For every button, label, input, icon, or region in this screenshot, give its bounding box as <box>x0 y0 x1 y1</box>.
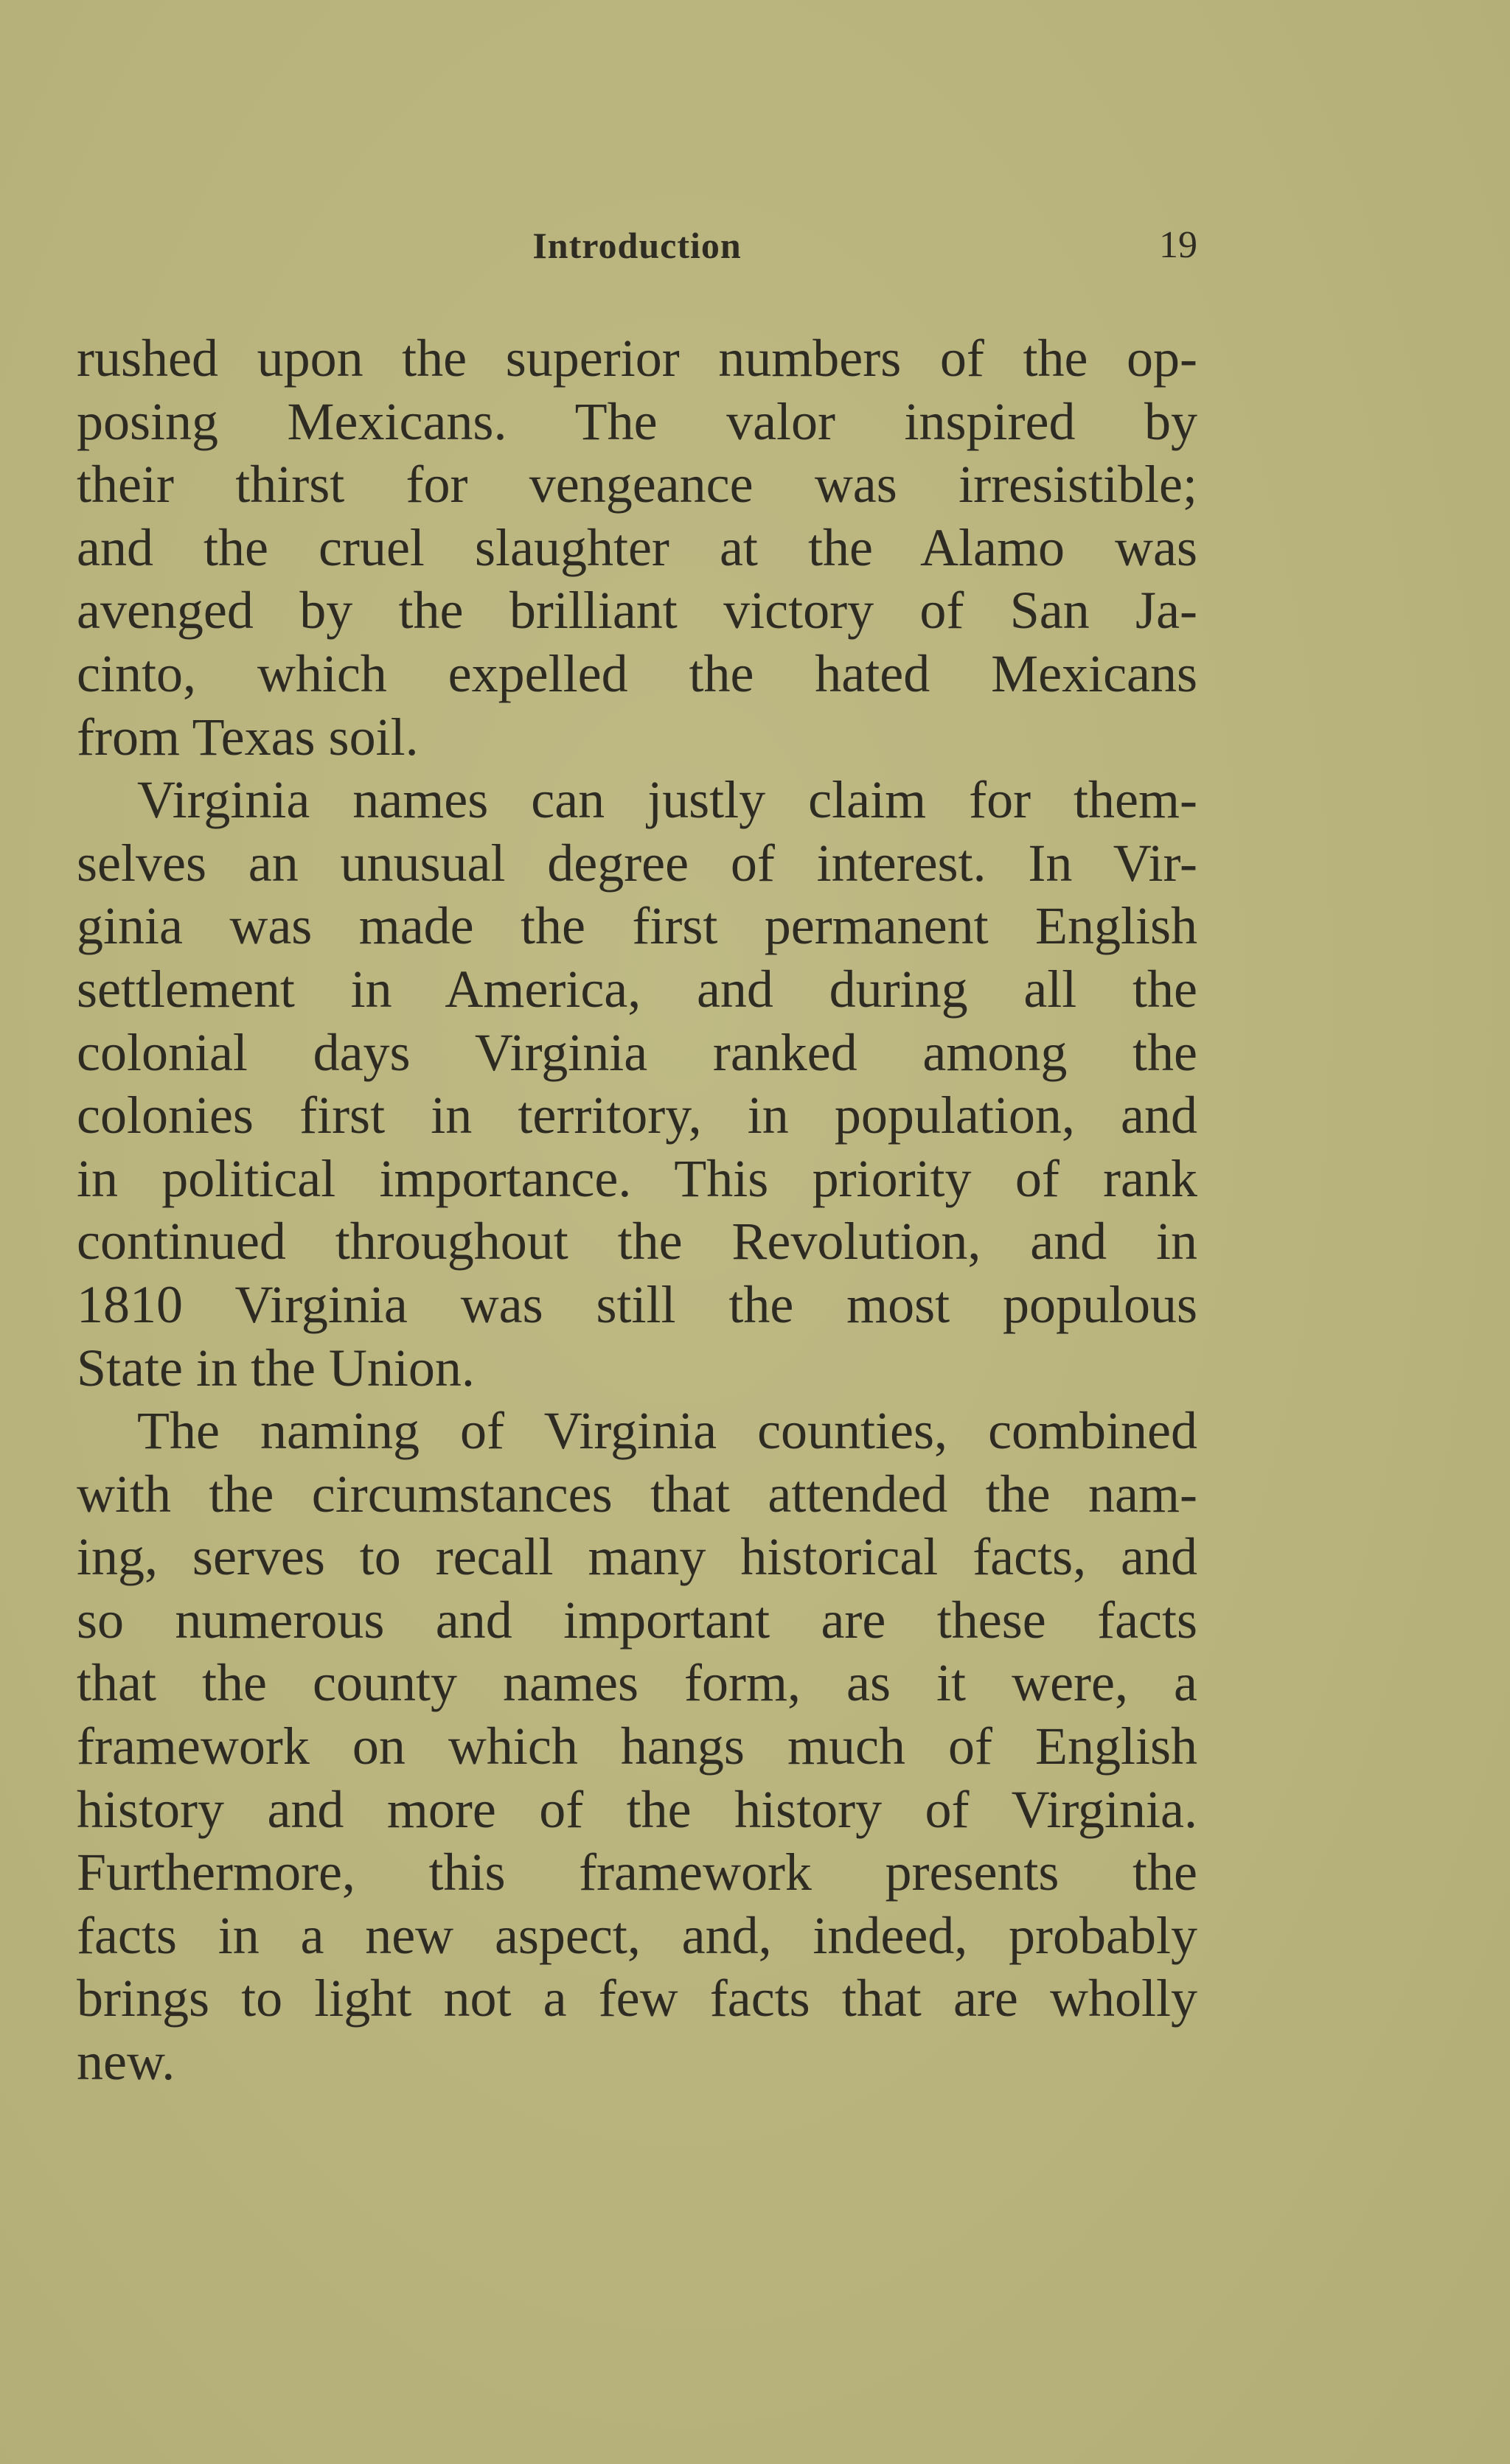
text-line: history and more of the history of Virginia. <box>77 1779 1197 1839</box>
text-line: avenged by the brilliant victory of San Ja- <box>77 581 1197 641</box>
text-line: that the county names form, as it were, a <box>77 1653 1197 1713</box>
text-line: colonies first in territory, in population, and <box>77 1086 1197 1145</box>
page-header <box>77 220 1197 271</box>
text-line: their thirst for vengeance was irresistible; <box>77 455 1197 514</box>
text-line: The naming of Virginia counties, combined <box>137 1401 1197 1461</box>
body-text <box>77 327 1197 2094</box>
paragraph-3 <box>77 1400 1197 2094</box>
text-line: facts in a new aspect, and, indeed, probably <box>77 1905 1197 1965</box>
text-line: so numerous and important are these facts <box>77 1590 1197 1650</box>
text-line: brings to light not a few facts that are wholly <box>77 1969 1197 2028</box>
text-line: from Texas soil. <box>77 707 419 767</box>
text-line: posing Mexicans. The valor inspired by <box>77 391 1197 451</box>
text-line: ginia was made the first permanent English <box>77 896 1197 956</box>
text-line: State in the Union. <box>77 1338 475 1397</box>
text-line: Furthermore, this framework presents the <box>77 1843 1197 1902</box>
text-line: rushed upon the superior numbers of the op- <box>77 329 1197 388</box>
text-line: cinto, which expelled the hated Mexicans <box>77 643 1197 703</box>
page-number: 19 <box>1159 224 1197 266</box>
text-line: in political importance. This priority of rank <box>77 1148 1197 1208</box>
running-title: Introduction <box>532 225 742 266</box>
text-line: framework on which hangs much of English <box>77 1717 1197 1776</box>
text-line: ing, serves to recall many historical facts, and <box>77 1527 1197 1587</box>
text-line: and the cruel slaughter at the Alamo was <box>77 517 1197 577</box>
text-line: 1810 Virginia was still the most populous <box>77 1274 1197 1334</box>
text-line: with the circumstances that attended the nam- <box>77 1464 1197 1524</box>
text-line: colonial days Virginia ranked among the <box>77 1022 1197 1082</box>
text-line: settlement in America, and during all the <box>77 959 1197 1019</box>
paragraph-1 <box>77 327 1197 769</box>
paragraph-2 <box>77 769 1197 1400</box>
text-line: new. <box>77 2032 175 2092</box>
text-line: selves an unusual degree of interest. In Vir- <box>77 833 1197 893</box>
text-line: continued throughout the Revolution, and in <box>77 1212 1197 1271</box>
text-line: Virginia names can justly claim for them- <box>137 770 1197 830</box>
